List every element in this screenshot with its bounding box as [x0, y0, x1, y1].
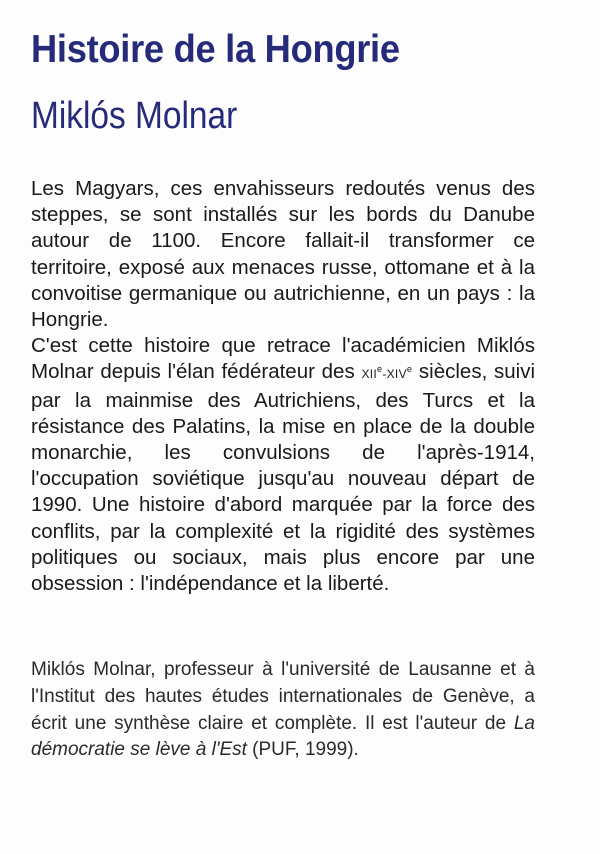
blurb-paragraph-2 [31, 333, 535, 597]
cited-book-publisher: (PUF, 1999). [246, 739, 359, 761]
author-bio-text: Miklós Molnar, professeur à l'université de Lausanne et à l'Institut des hautes études internationales de Genève, a écrit une synthèse claire et complète. Il est l'auteur de [31, 659, 535, 734]
blurb-paragraph-2-end: siècles, suivi par la mainmise des Autrichiens, des Turcs et la résistance des Palatins, la mise en place de la double monarchie, les convulsions de l'après-1914, l'occupation soviétique jusqu'au nouveau départ de 1990. Une histoire d'abord marquée par la force des conflits, par la complexité et la rigidité des systèmes politiques ou sociaux, mais plus encore par une obsession : l'indépendance et la liberté. [31, 360, 536, 596]
book-author: Miklós Molnar [31, 95, 238, 137]
century-range [361, 364, 413, 382]
blurb-paragraph-2-start: C'est cette histoire que retrace l'académicien Miklós Molnar depuis l'élan fédérateur des [31, 334, 535, 384]
blurb [31, 176, 535, 597]
century-start: XII [361, 367, 378, 382]
blurb-paragraph-1: Les Magyars, ces envahisseurs redoutés venus des steppes, se sont installés sur les bords du Danube autour de 1100. Encore fallait-il transformer ce territoire, exposé aux menaces russe, ottomane et à la convoitise germanique ou autrichienne, en un pays : la Hongrie. [31, 177, 535, 332]
book-title: Histoire de la Hongrie [31, 28, 400, 71]
author-bio [31, 657, 535, 764]
cited-book-title: La démocratie se lève à l'Est [31, 712, 535, 761]
century-start-suffix: e [377, 364, 383, 375]
century-end-suffix: e [406, 364, 413, 375]
century-end: XIV [386, 367, 407, 382]
author-bio-paragraph [31, 657, 535, 764]
century-separator: - [382, 367, 387, 382]
